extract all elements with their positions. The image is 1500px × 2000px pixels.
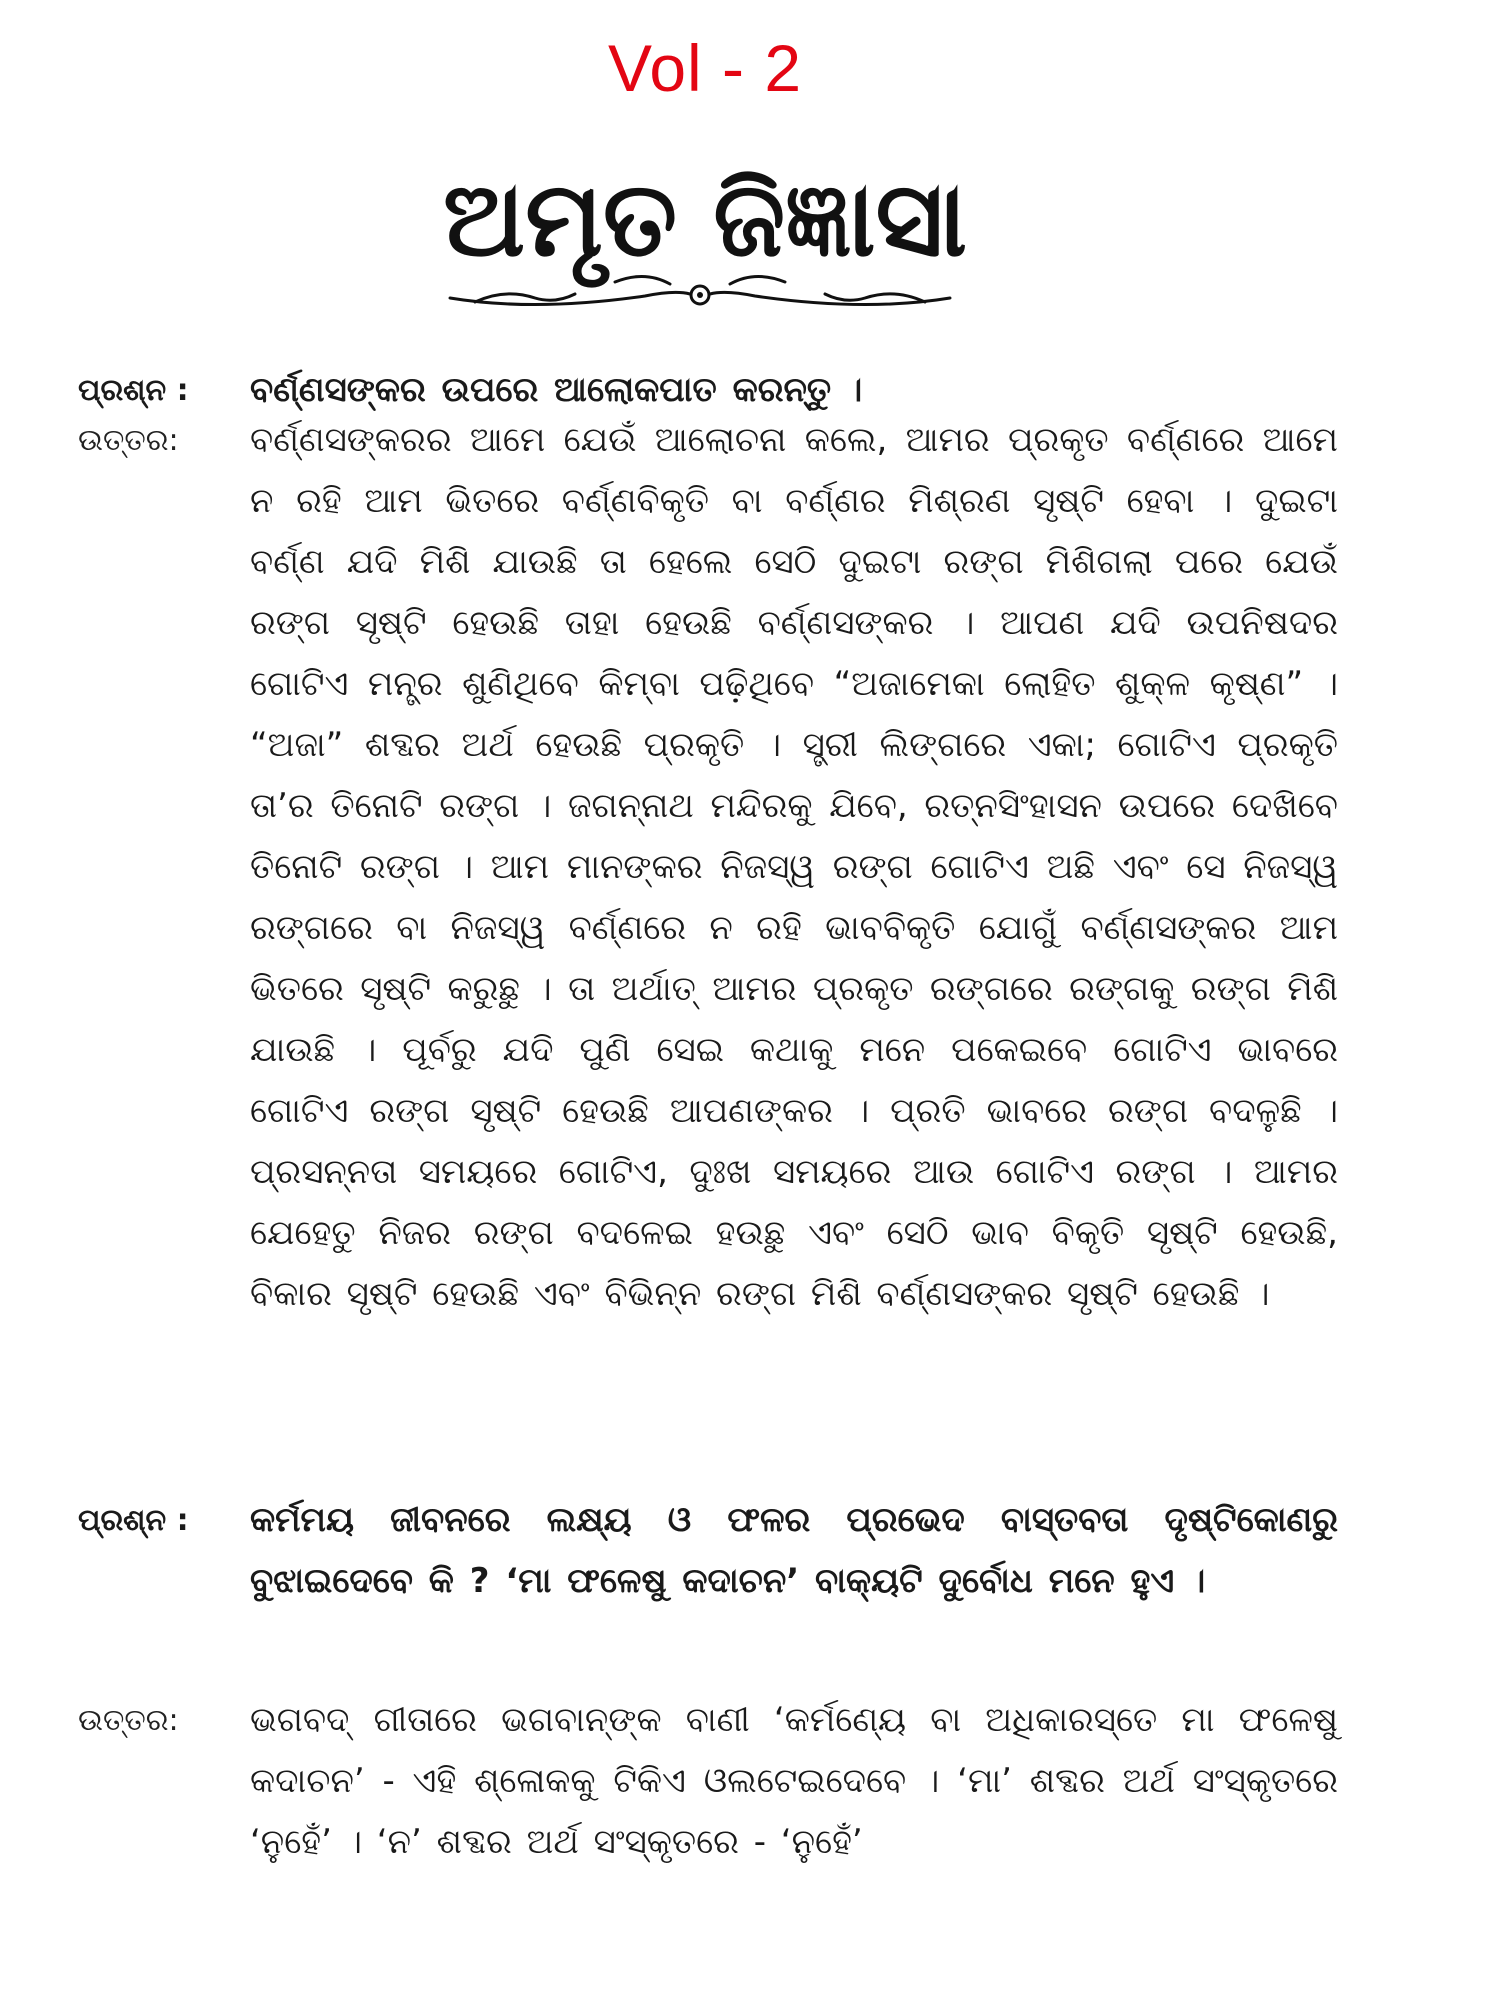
answer-label: ଉତ୍ତର:: [78, 1703, 179, 1738]
volume-label: Vol - 2: [607, 31, 803, 105]
question-text: କର୍ମମୟ ଜୀବନରେ ଲକ୍ଷ୍ୟ ଓ ଫଳର ପ୍ରଭେଦ ବାସ୍ତବତା ଦୃଷ୍ଟିକୋଣରୁ ବୁଝାଇଦେବେ କି ? ‘ମା ଫଳେଷୁ କଦାଚନ’ ବାକ୍ୟଟି ଦୁର୍ବୋଧ ମନେ ହୁଏ ।: [250, 1500, 1338, 1601]
book-title: ଅମୃତ ଜିଜ୍ଞାସା: [443, 158, 967, 280]
answer-2: [78, 1690, 1338, 1873]
answer-1: [78, 410, 1338, 1325]
answer-text: ବର୍ଣ୍ଣସଙ୍କରର ଆମେ ଯେଉଁ ଆଲୋଚନା କଲେ, ଆମର ପ୍ରକୃତ ବର୍ଣ୍ଣରେ ଆମେ ନ ରହି ଆମ ଭିତରେ ବର୍ଣ୍ଣବିକୃତି ବା ବର୍ଣ୍ଣର ମିଶ୍ରଣ ସୃଷ୍ଟି ହେବା । ଦୁଇଟା ବର୍ଣ୍ଣ ଯଦି ମିଶି ଯାଉଛି ତା ହେଲେ ସେଠି ଦୁଇଟା ରଙ୍ଗ ମିଶିଗଲା ପରେ ଯେଉଁ ରଙ୍ଗ ସୃଷ୍ଟି ହେଉଛି ତାହା ହେଉଛି ବର୍ଣ୍ଣସଙ୍କର । ଆପଣ ଯଦି ଉପନିଷଦର ଗୋଟିଏ ମନ୍ତ୍ର ଶୁଣିଥିବେ କିମ୍ବା ପଢ଼ିଥିବେ “ଅଜାମେକା ଲୋହିତ ଶୁକ୍ଳ କୃଷ୍ଣ” । “ଅଜା” ଶବ୍ଦର ଅର୍ଥ ହେଉଛି ପ୍ରକୃତି । ସ୍ତ୍ରୀ ଲିଙ୍ଗରେ ଏକା; ଗୋଟିଏ ପ୍ରକୃତି ତା’ର ତିନୋଟି ରଙ୍ଗ । ଜଗନ୍ନାଥ ମନ୍ଦିରକୁ ଯିବେ, ରତ୍ନସିଂହାସନ ଉପରେ ଦେଖିବେ ତିନୋଟି ରଙ୍ଗ । ଆମ ମାନଙ୍କର ନିଜସ୍ୱ ରଙ୍ଗ ଗୋଟିଏ ଅଛି ଏବଂ ସେ ନିଜସ୍ୱ ରଙ୍ଗରେ ବା ନିଜସ୍ୱ ବର୍ଣ୍ଣରେ ନ ରହି ଭାବବିକୃତି ଯୋଗୁଁ ବର୍ଣ୍ଣସଙ୍କର ଆମ ଭିତରେ ସୃଷ୍ଟି କରୁଛୁ । ତା ଅର୍ଥାତ୍ ଆମର ପ୍ରକୃତ ରଙ୍ଗରେ ରଙ୍ଗକୁ ରଙ୍ଗ ମିଶି ଯାଉଛି । ପୂର୍ବରୁ ଯଦି ପୁଣି ସେଇ କଥାକୁ ମନେ ପକେଇବେ ଗୋଟିଏ ଭାବରେ ଗୋଟିଏ ରଙ୍ଗ ସୃଷ୍ଟି ହେଉଛି ଆପଣଙ୍କର । ପ୍ରତି ଭାବରେ ରଙ୍ଗ ବଦଳୁଛି । ପ୍ରସନ୍ନତା ସମୟରେ ଗୋଟିଏ, ଦୁଃଖ ସମୟରେ ଆଉ ଗୋଟିଏ ରଙ୍ଗ । ଆମର ଯେହେତୁ ନିଜର ରଙ୍ଗ ବଦଳେଇ ହଉଛୁ ଏବଂ ସେଠି ଭାବ ବିକୃତି ସୃଷ୍ଟି ହେଉଛି, ବିକାର ସୃଷ୍ଟି ହେଉଛି ଏବଂ ବିଭିନ୍ନ ରଙ୍ଗ ମିଶି ବର୍ଣ୍ଣସଙ୍କର ସୃଷ୍ଟି ହେଉଛି ।: [250, 420, 1338, 1314]
question-2: [78, 1490, 1338, 1612]
ornament-divider-icon: [445, 268, 955, 318]
answer-text: ଭଗବଦ୍ ଗୀତାରେ ଭଗବାନ୍‌ଙ୍କ ବାଣୀ ‘କର୍ମଣ୍ୟେ ବା ଅଧିକାରସ୍ତେ ମା ଫଳେଷୁ କଦାଚନ’ - ଏହି ଶ୍ଳୋକକୁ ଟିକିଏ ଓଲଟେଇଦେବେ । ‘ମା’ ଶବ୍ଦର ଅର୍ଥ ସଂସ୍କୃତରେ ‘ନୁହେଁ’ । ‘ନ’ ଶବ୍ଦର ଅର୍ଥ ସଂସ୍କୃତରେ - ‘ନୁହେଁ’: [250, 1700, 1338, 1862]
answer-label: ଉତ୍ତର:: [78, 423, 179, 458]
question-label: ପ୍ରଶ୍ନ :: [78, 1503, 189, 1538]
question-text: ବର୍ଣ୍ଣସଙ୍କର ଉପରେ ଆଲୋକପାତ କରନ୍ତୁ ।: [250, 370, 863, 410]
question-label: ପ୍ରଶ୍ନ :: [78, 373, 189, 408]
